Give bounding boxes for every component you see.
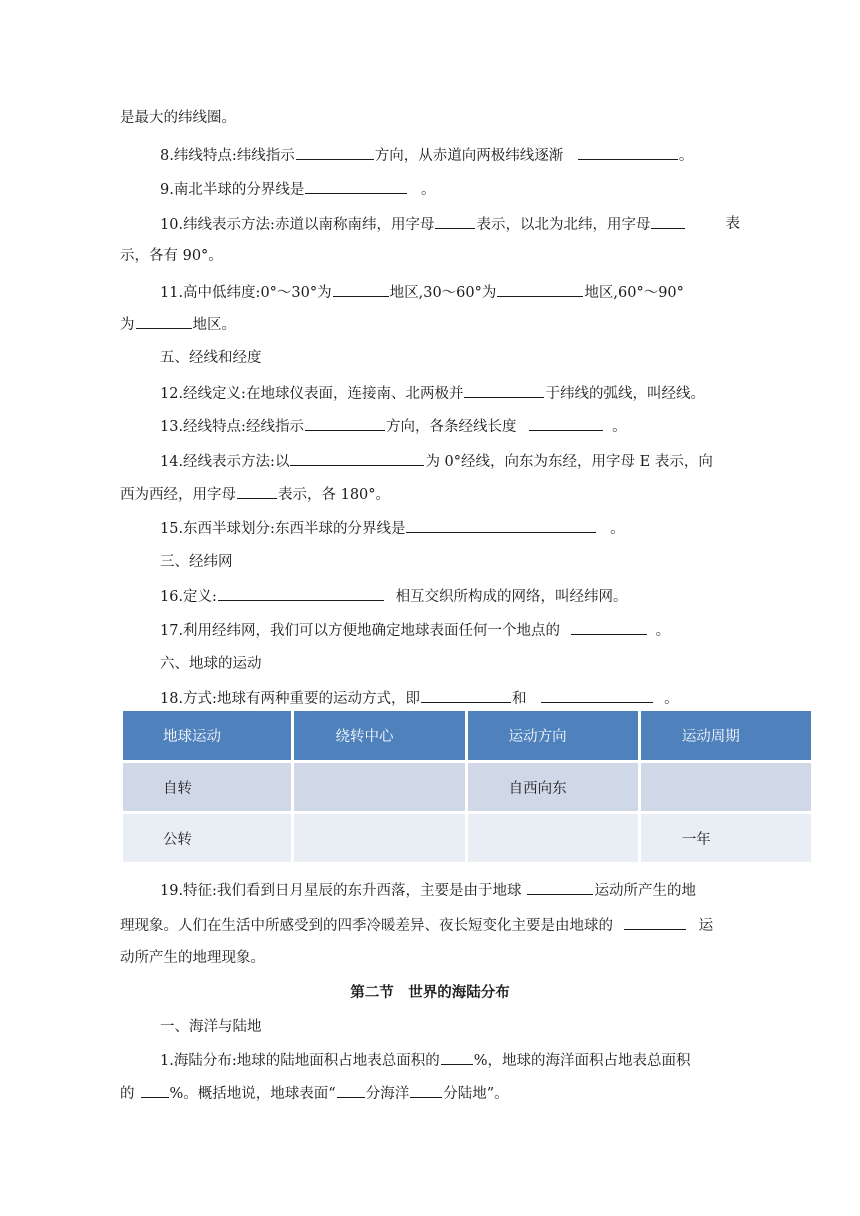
text: 表示，各 180°。 <box>278 487 391 503</box>
text: 。 <box>678 148 694 164</box>
text: 为 0°经线，向东为东经，用字母 E 表示，向 <box>425 454 713 470</box>
text: 。 <box>610 521 625 537</box>
text: 和 <box>511 691 527 707</box>
text: 11.高中低纬度:0°～30°为 <box>160 285 332 301</box>
text: 14.经线表示方法:以 <box>160 454 290 470</box>
text: 相互交织所构成的网络，叫经纬网。 <box>395 589 628 605</box>
item-16 <box>160 586 740 607</box>
table-cell <box>293 813 466 864</box>
table-header-cell: 绕转中心 <box>293 711 466 762</box>
table-header-cell: 地球运动 <box>122 711 293 762</box>
text-group <box>120 915 713 936</box>
item-12 <box>160 383 740 404</box>
text: 的 <box>120 1086 135 1102</box>
section-heading <box>160 552 740 572</box>
answer-blank <box>410 1083 442 1098</box>
text-group <box>160 214 686 235</box>
item-14-cont <box>120 484 740 505</box>
item-19-cont <box>120 915 740 936</box>
answer-blank <box>136 314 192 329</box>
text-group <box>160 451 713 472</box>
item-1-cont <box>120 1083 740 1104</box>
answer-blank <box>406 518 596 533</box>
section-heading <box>160 654 740 674</box>
answer-blank <box>141 1083 169 1098</box>
section-title <box>0 983 860 1003</box>
text: 方向，各条经线长度 <box>385 419 517 435</box>
table-cell: 一年 <box>639 813 812 864</box>
item-19-cont <box>120 948 740 968</box>
answer-blank <box>305 179 407 194</box>
section-heading <box>160 348 740 368</box>
answer-blank <box>571 620 647 635</box>
answer-blank <box>333 282 389 297</box>
table-header-cell: 运动周期 <box>639 711 812 762</box>
text: 一、海洋与陆地 <box>160 1019 262 1035</box>
item-10-cont <box>120 246 740 266</box>
item-9 <box>160 179 740 200</box>
text: 地区。 <box>192 317 236 333</box>
text-group <box>160 880 696 901</box>
answer-blank <box>578 145 678 160</box>
section-heading <box>160 1017 740 1037</box>
table-cell <box>466 813 639 864</box>
table-cell <box>639 762 812 813</box>
text: 示，各有 90°。 <box>120 248 223 264</box>
answer-blank <box>421 688 511 703</box>
item-15 <box>160 518 740 539</box>
text: 13.经线特点:经线指示 <box>160 419 304 435</box>
text: 五、经线和经度 <box>160 350 262 366</box>
text: 。 <box>612 419 627 435</box>
answer-blank <box>624 915 686 930</box>
text: 地区,60°～90° <box>584 285 684 301</box>
table-cell: 公转 <box>122 813 293 864</box>
text: 第二节 世界的海陆分布 <box>350 984 510 1001</box>
text: 18.方式:地球有两种重要的运动方式，即 <box>160 691 420 707</box>
text: 分海洋 <box>365 1086 410 1102</box>
item-17 <box>160 620 740 641</box>
item-8 <box>160 145 740 166</box>
item-19 <box>160 880 740 901</box>
item-14 <box>160 451 740 472</box>
item-10 <box>160 214 740 235</box>
text: 。 <box>664 691 679 707</box>
text-group <box>160 282 684 303</box>
text-group <box>160 1050 691 1071</box>
text: 。 <box>655 623 671 639</box>
text: 1.海陆分布:地球的陆地面积占地表总面积的 <box>160 1053 440 1069</box>
text: 分陆地”。 <box>443 1086 509 1102</box>
answer-blank <box>497 282 583 297</box>
item-11-cont <box>120 314 740 335</box>
text: 动所产生的地理现象。 <box>120 950 265 966</box>
table-cell <box>293 762 466 813</box>
text: 为 <box>120 317 135 333</box>
text: 运动所产生的地 <box>594 883 696 899</box>
table-cell: 自转 <box>122 762 293 813</box>
answer-blank <box>337 1083 365 1098</box>
table-header-cell: 运动方向 <box>466 711 639 762</box>
text: 运 <box>698 918 714 934</box>
text: 于纬线的弧线，叫经线。 <box>545 386 705 402</box>
text: 12.经线定义:在地球仪表面，连接南、北两极并 <box>160 386 464 402</box>
text: 地区,30～60°为 <box>389 285 497 301</box>
answer-blank <box>296 145 374 160</box>
table-row <box>122 813 813 864</box>
item-11 <box>160 282 740 303</box>
answer-blank <box>237 484 277 499</box>
answer-blank <box>651 214 685 229</box>
earth-motion-table <box>120 711 814 865</box>
answer-blank <box>441 1050 473 1065</box>
answer-blank <box>527 880 593 895</box>
table-row <box>122 762 813 813</box>
answer-blank <box>305 416 385 431</box>
text: 六、地球的运动 <box>160 656 262 672</box>
text: 19.特征:我们看到日月星辰的东升西落，主要是由于地球 <box>160 883 522 899</box>
text: 三、经纬网 <box>160 554 233 570</box>
item-18 <box>160 688 740 709</box>
text-line <box>120 108 740 128</box>
text: %。概括地说，地球表面“ <box>169 1086 336 1102</box>
item-13 <box>160 416 740 437</box>
text: 15.东西半球划分:东西半球的分界线是 <box>160 521 406 537</box>
text: 表 <box>725 216 740 232</box>
table-header-row <box>122 711 813 762</box>
text: 16.定义: <box>160 589 217 605</box>
answer-blank <box>529 416 603 431</box>
text: 。 <box>420 182 436 198</box>
text: 理现象。人们在生活中所感受到的四季冷暖差异、夜长短变化主要是由地球的 <box>120 918 613 934</box>
text: 8.纬线特点:纬线指示 <box>160 148 295 164</box>
text: 10.纬线表示方法:赤道以南称南纬，用字母 <box>160 217 435 233</box>
answer-blank <box>541 688 653 703</box>
text: 西为西经，用字母 <box>120 487 236 503</box>
text: 是最大的纬线圈。 <box>120 110 236 126</box>
table-cell: 自西向东 <box>466 762 639 813</box>
text: 方向，从赤道向两极纬线逐渐 <box>374 148 564 164</box>
text: 9.南北半球的分界线是 <box>160 182 305 198</box>
text: 17.利用经纬网，我们可以方便地确定地球表面任何一个地点的 <box>160 623 561 639</box>
answer-blank <box>290 451 424 466</box>
answer-blank <box>218 586 384 601</box>
text: %，地球的海洋面积占地表总面积 <box>473 1053 691 1069</box>
text: 表示，以北为北纬，用字母 <box>476 217 651 233</box>
answer-blank <box>435 214 475 229</box>
item-1 <box>160 1050 740 1071</box>
answer-blank <box>464 383 544 398</box>
